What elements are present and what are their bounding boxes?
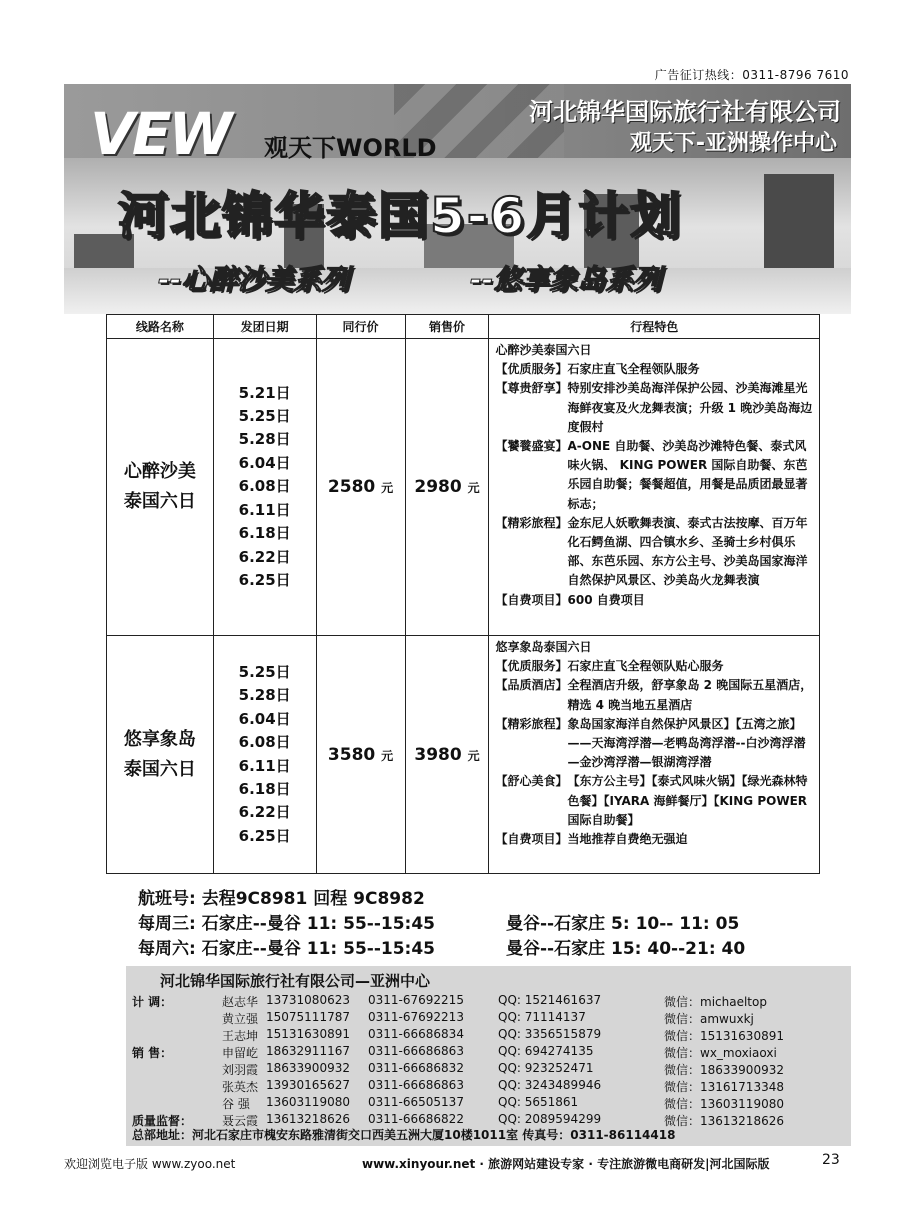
- contact-title: 河北锦华国际旅行社有限公司—亚洲中心: [160, 972, 431, 990]
- features-title: 悠享象岛泰国六日: [495, 640, 592, 654]
- table-row: [107, 339, 820, 636]
- series-title-chang: --悠享象岛系列: [470, 263, 662, 296]
- features-title: 心醉沙美泰国六日: [495, 343, 592, 357]
- feature-item: 【尊贵舒享】 特别安排沙美岛海洋保护公园、沙美海滩星光海鲜夜宴及火龙舞表演；升级 1 晚沙美岛海边度假村: [495, 381, 813, 434]
- vew-logo: VEW: [90, 100, 230, 168]
- header-route-name: 线路名称: [107, 315, 214, 339]
- header-banner: [64, 84, 851, 314]
- peer-price: 2580 元: [316, 339, 405, 636]
- contact-panel: 河北锦华国际旅行社有限公司—亚洲中心 计 调： 赵志华 13731080623 0311-67692215 QQ: 1521461637 微信：michaeltop 黄立强 15075111787 0311-67692213 QQ: 71114137 微信：amwuxkj 王志坤 15131630891 0311-66686834 QQ: 3356515879 微信：15131630891 销 售： 申留屹 18632911167 0311-66686863 QQ: 694274135 微信：wx_moxiaoxi 刘羽霞 18633900932 0311-66686832 QQ: 923252471 微信：18633900932 张英杰 13930165627 0311-66686863 QQ: 3243489946 微信：13161713348 谷 强 13603119080 0311-66505137 QQ: 5651861 微信：13603119080 质量监督： 聂云霞 13613218626 0311-66686822 QQ: 2089594299 微信：13613218626 总部地址：河北石家庄市槐安东路雅清街交口西美五洲大厦10楼1011室 传真号：0311-86114418: [126, 966, 851, 1146]
- route-features: [489, 636, 820, 874]
- page-number: 23: [822, 1152, 840, 1168]
- building-silhouette: [764, 174, 834, 274]
- vew-logo-subtitle: 观天下WORLD: [264, 134, 437, 162]
- footer-right: www.xinyour.net · 旅游网站建设专家 · 专注旅游微电商研发|河北国际版: [362, 1157, 770, 1171]
- flight-info: [138, 884, 838, 959]
- flight-saturday-line: 每周六: 石家庄--曼谷 11: 55--15:45 曼谷--石家庄 15: 40--21: 40: [138, 939, 746, 959]
- header-features: 行程特色: [489, 315, 820, 339]
- table-header-row: [107, 315, 820, 339]
- main-title: 河北锦华泰国5-6月计划: [118, 187, 683, 245]
- sale-price: 2980 元: [405, 339, 489, 636]
- sale-price: 3980 元: [405, 636, 489, 874]
- feature-item: 【精彩旅程】 象岛国家海洋自然保护风景区】【五湾之旅】——天海湾浮潜—老鸭岛湾浮潜--白沙湾浮潜—金沙湾浮潜—银湖湾浮潜: [495, 716, 806, 770]
- flight-wednesday-line: 每周三: 石家庄--曼谷 11: 55--15:45 曼谷--石家庄 5: 10-- 11: 05: [138, 914, 740, 934]
- feature-item: 【饕餮盛宴】 A-ONE 自助餐、沙美岛沙滩特色餐、泰式风味火锅、 KING POWER 国际自助餐、东芭乐园自助餐；餐餐超值，用餐是品质团最显著标志；: [495, 439, 808, 511]
- routes-table: [106, 314, 820, 874]
- route-features: [489, 339, 820, 636]
- header-departure-dates: 发团日期: [213, 315, 316, 339]
- departure-dates: 5.21日 5.25日 5.28日 6.04日 6.08日 6.11日 6.18日 6.22日 6.25日: [213, 339, 316, 636]
- feature-item: 【优质服务】 石家庄直飞全程领队服务: [495, 362, 700, 377]
- company-name: 河北锦华国际旅行社有限公司: [529, 98, 841, 126]
- feature-item: 【自费项目】 600 自费项目: [495, 592, 645, 607]
- flight-number-line: 航班号: 去程9C8981 回程 9C8982: [138, 889, 425, 909]
- feature-item: 【优质服务】 石家庄直飞全程领队贴心服务: [495, 659, 724, 674]
- peer-price: 3580 元: [316, 636, 405, 874]
- series-title-samet: --心醉沙美系列: [158, 263, 350, 296]
- route-name: 心醉沙美 泰国六日: [107, 339, 214, 636]
- header-sale-price: 销售价: [405, 315, 489, 339]
- headquarters-address: 总部地址：河北石家庄市槐安东路雅清街交口西美五洲大厦10楼1011室 传真号：0311-86114418: [132, 1128, 676, 1142]
- header-peer-price: 同行价: [316, 315, 405, 339]
- feature-item: 【精彩旅程】 金东尼人妖歌舞表演、泰式古法按摩、百万年化石鳄鱼湖、四合镇水乡、圣骑士乡村俱乐部、东芭乐园、东方公主号、沙美岛国家海洋自然保护风景区、沙美岛火龙舞表演: [495, 515, 808, 588]
- feature-item: 【自费项目】 当地推荐自费绝无强迫: [495, 832, 688, 847]
- footer-left: 欢迎浏览电子版 www.zyoo.net: [64, 1157, 236, 1171]
- company-subtitle: 观天下-亚洲操作中心: [629, 131, 837, 156]
- ad-hotline: 广告征订热线：0311-8796 7610: [654, 68, 849, 82]
- feature-item: 【舒心美食】 【东方公主号】【泰式风味火锅】【绿光森林特色餐】【IYARA 海鲜餐厅】【KING POWER 国际自助餐】: [495, 774, 808, 827]
- table-row: [107, 636, 820, 874]
- departure-dates: 5.25日 5.28日 6.04日 6.08日 6.11日 6.18日 6.22日 6.25日: [213, 636, 316, 874]
- route-name: 悠享象岛 泰国六日: [107, 636, 214, 874]
- feature-item: 【品质酒店】 全程酒店升级，舒享象岛 2 晚国际五星酒店，精选 4 晚当地五星酒店: [495, 678, 813, 712]
